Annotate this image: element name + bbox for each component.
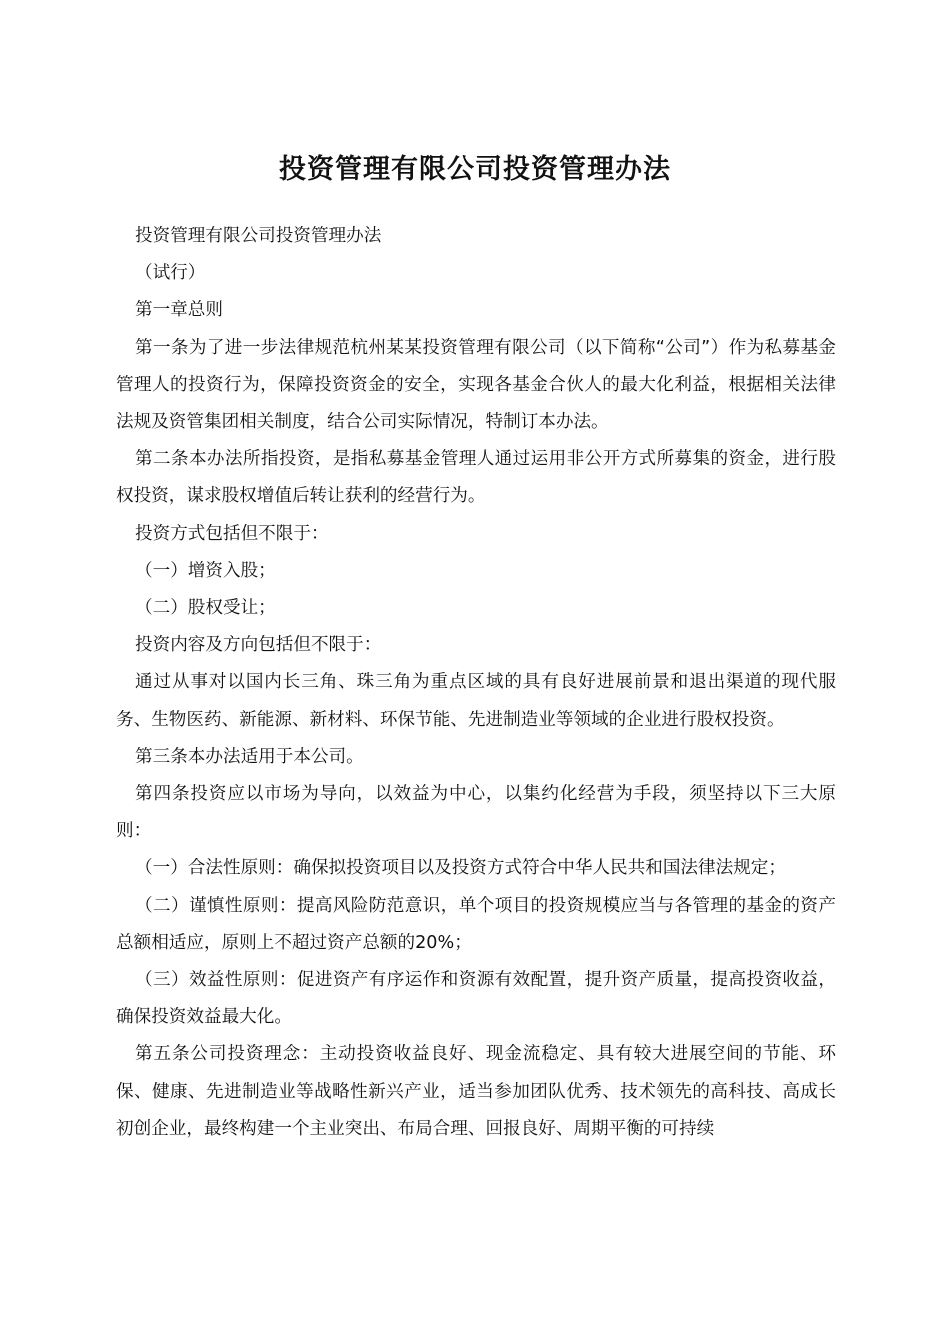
paragraph-method-2: （二）股权受让； <box>135 598 276 619</box>
paragraph-investment-scope: 投资内容及方向包括但不限于： <box>135 635 382 656</box>
paragraph-article-4: 第四条投资应以市场为导向，以效益为中心，以集约化经营为手段，须坚持以下三大原则： <box>116 784 836 842</box>
paragraph-principle-prudence: （二）谨慎性原则：提高风险防范意识，单个项目的投资规模应当与各管理的基金的资产总额相适应，原则上不超过资产总额的20%； <box>116 895 836 953</box>
paragraph-investment-methods: 投资方式包括但不限于： <box>135 523 329 544</box>
paragraph-principle-efficiency: （三）效益性原则：促进资产有序运作和资源有效配置，提升资产质量，提高投资收益，确保投资效益最大化。 <box>116 970 836 1028</box>
paragraph-principle-legality: （一）合法性原则：确保拟投资项目以及投资方式符合中华人民共和国法律法规定； <box>135 858 786 879</box>
paragraph-method-1: （一）增资入股； <box>135 560 276 581</box>
paragraph-chapter-heading: 第一章总则 <box>135 300 223 321</box>
paragraph-investment-fields: 通过从事对以国内长三角、珠三角为重点区域的具有良好进展前景和退出渠道的现代服务、生物医药、新能源、新材料、环保节能、先进制造业等领域的企业进行股权投资。 <box>116 672 836 730</box>
paragraph-article-1: 第一条为了进一步法律规范杭州某某投资管理有限公司（以下简称“公司”）作为私募基金管理人的投资行为，保障投资资金的安全，实现各基金合伙人的最大化利益，根据相关法律法规及资管集团相关制度，结合公司实际情况，特制订本办法。 <box>116 337 836 433</box>
document-body <box>116 218 836 1148</box>
paragraph-heading: 投资管理有限公司投资管理办法 <box>135 226 382 246</box>
paragraph-article-2: 第二条本办法所指投资，是指私募基金管理人通过运用非公开方式所募集的资金，进行股权投资，谋求股权增值后转让获利的经营行为。 <box>116 449 836 507</box>
document-title: 投资管理有限公司投资管理办法 <box>279 154 671 186</box>
paragraph-article-3: 第三条本办法适用于本公司。 <box>135 746 364 767</box>
paragraph-article-5: 第五条公司投资理念：主动投资收益良好、现金流稳定、具有较大进展空间的节能、环保、健康、先进制造业等战略性新兴产业，适当参加团队优秀、技术领先的高科技、高成长初创企业，最终构建一个主业突出、布局合理、回报良好、周期平衡的可持续 <box>116 1044 836 1139</box>
paragraph-trial-note: （试行） <box>135 263 206 284</box>
